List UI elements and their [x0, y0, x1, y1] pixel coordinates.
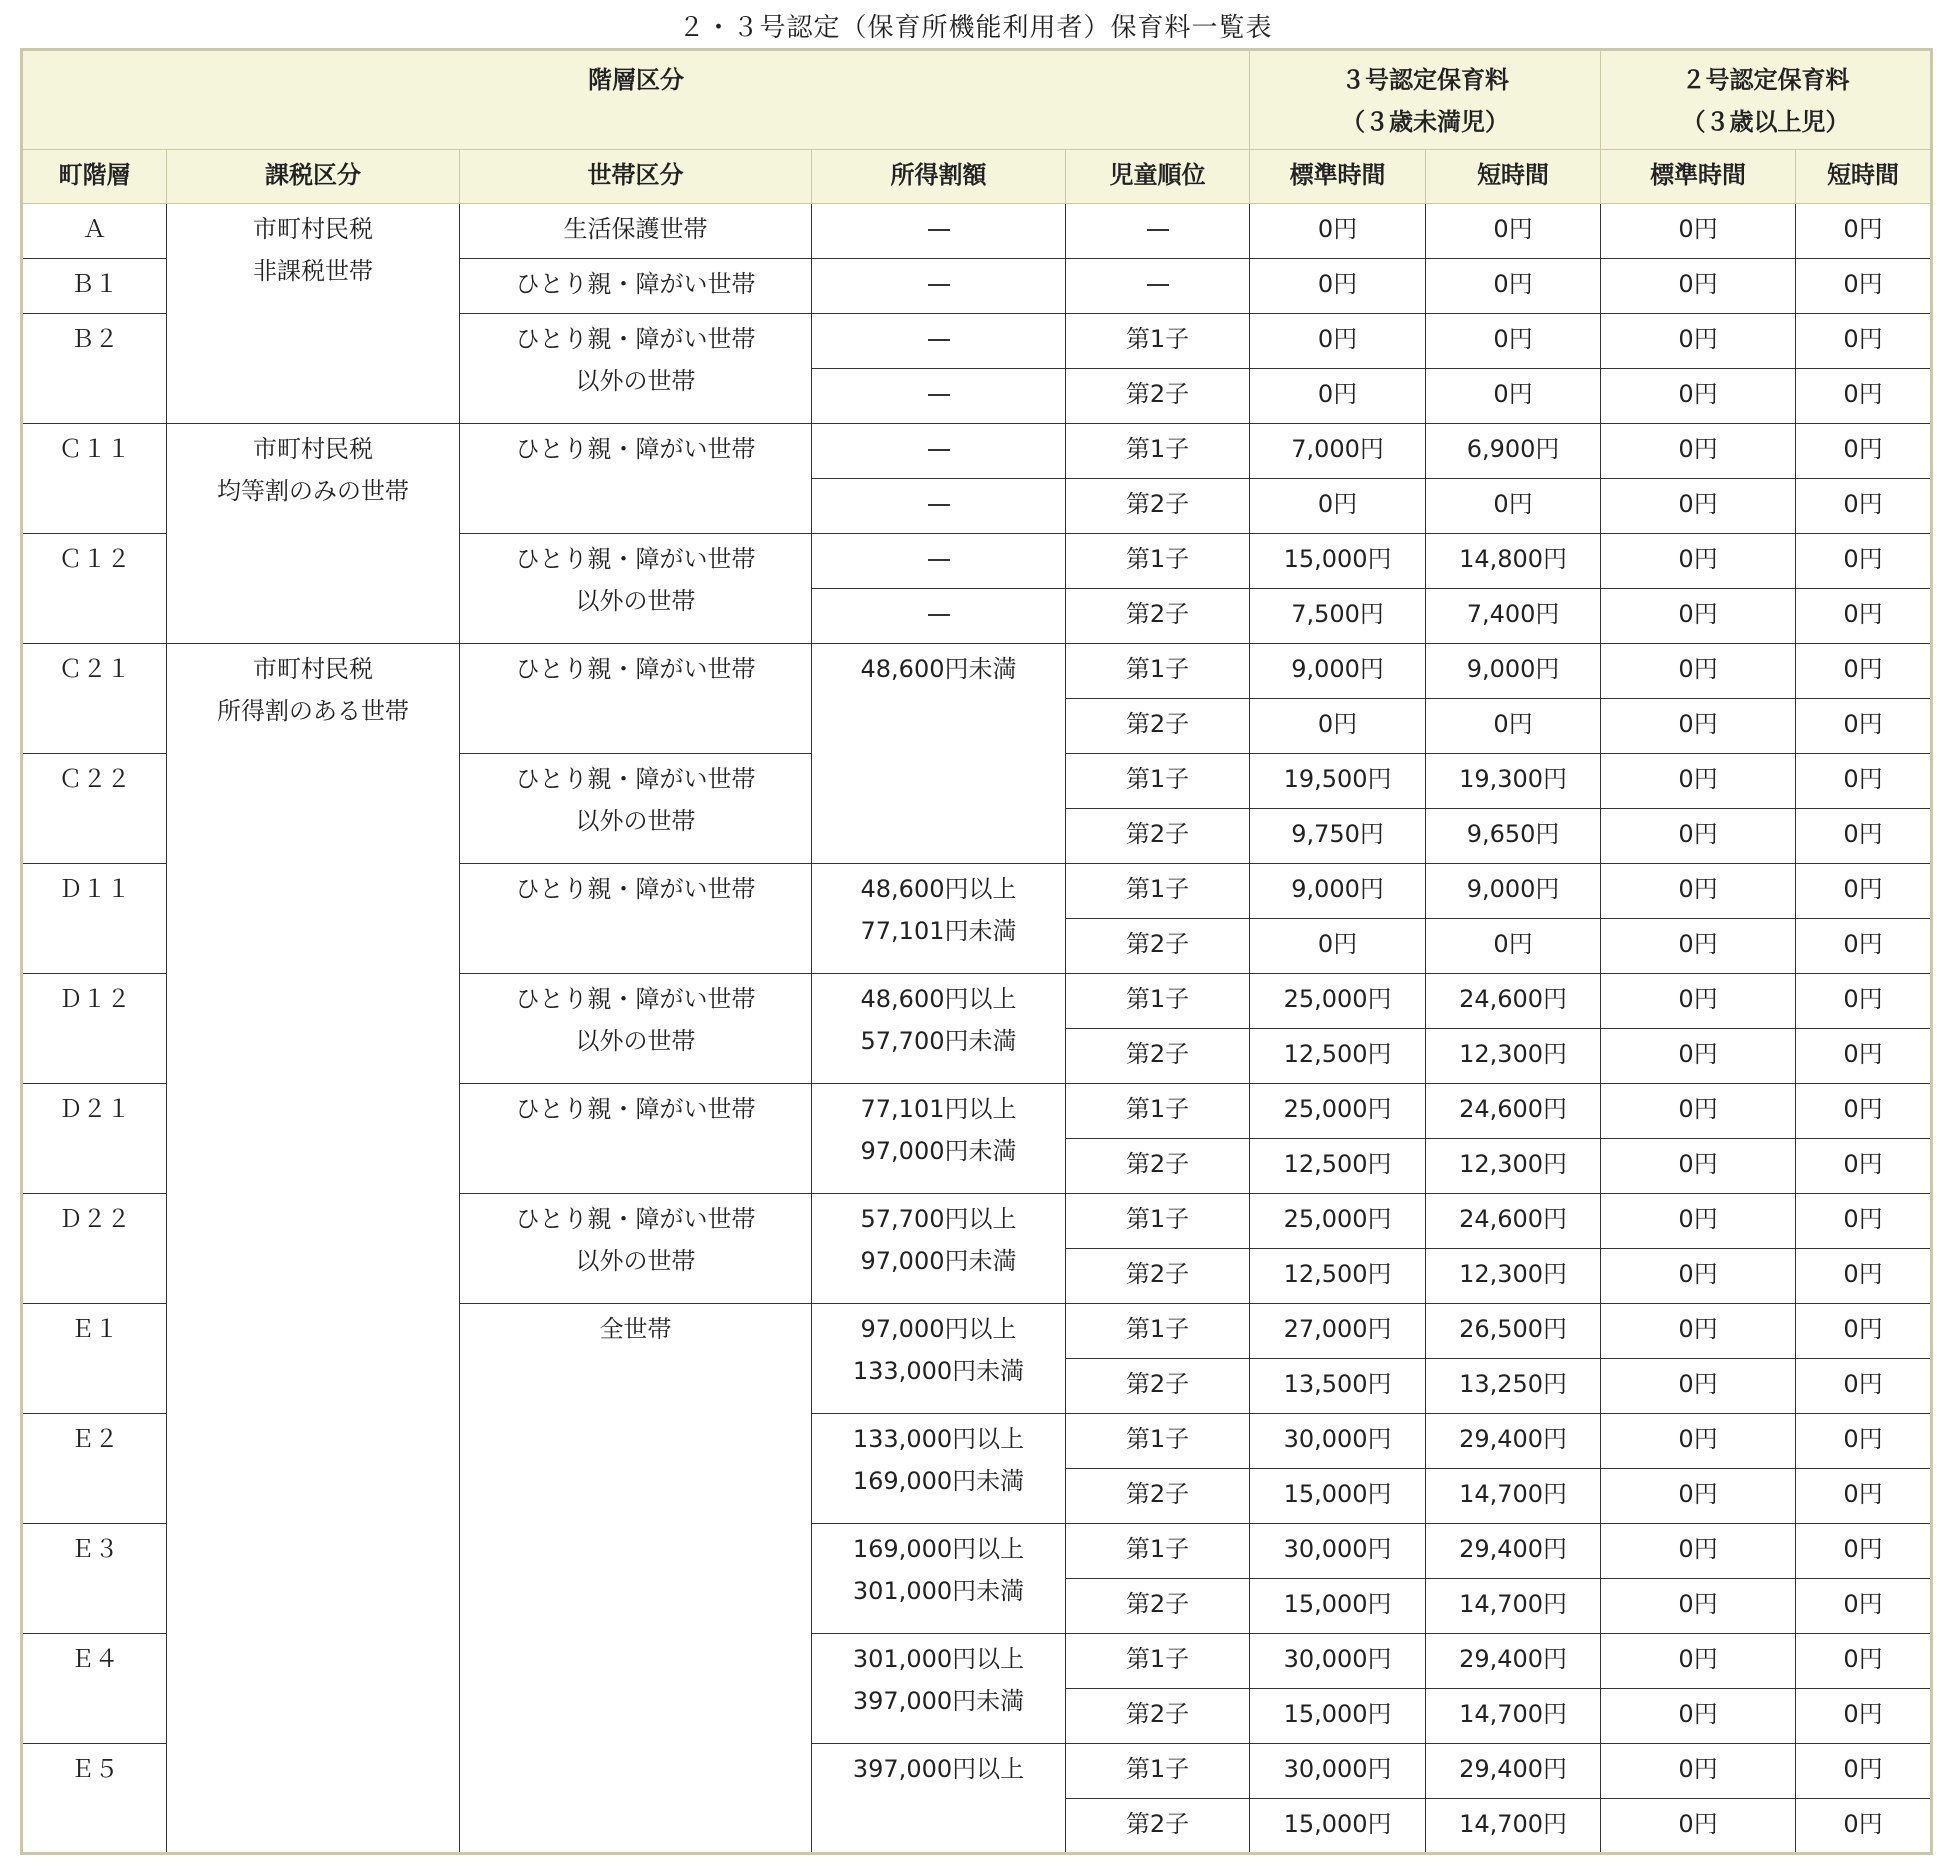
fee-cell: 0円: [1796, 864, 1932, 919]
child-order-cell: 第2子: [1066, 809, 1250, 864]
level-cell: Ｅ４: [22, 1634, 167, 1744]
fee-cell: 0円: [1601, 1194, 1796, 1249]
household-cell: ひとり親・障がい世帯: [460, 864, 812, 974]
header-group-type3: ３号認定保育料 （３歳未満児）: [1250, 50, 1601, 150]
fee-cell: 24,600円: [1426, 974, 1601, 1029]
level-cell: Ｅ５: [22, 1744, 167, 1854]
fee-cell: 0円: [1796, 534, 1932, 589]
fee-cell: 0円: [1601, 1084, 1796, 1139]
fee-cell: 9,000円: [1426, 864, 1601, 919]
fee-cell: 0円: [1250, 204, 1426, 259]
child-order-cell: 第2子: [1066, 1469, 1250, 1524]
income-cell: 133,000円以上 169,000円未満: [812, 1414, 1066, 1524]
fee-cell: 7,400円: [1426, 589, 1601, 644]
fee-table: [20, 48, 1933, 1855]
level-cell: Ｃ１２: [22, 534, 167, 644]
level-cell: Ｅ２: [22, 1414, 167, 1524]
dash-mark: [928, 394, 950, 396]
fee-cell: 0円: [1796, 1799, 1932, 1854]
fee-cell: 25,000円: [1250, 974, 1426, 1029]
fee-cell: 30,000円: [1250, 1634, 1426, 1689]
household-cell: ひとり親・障がい世帯 以外の世帯: [460, 534, 812, 644]
fee-cell: 0円: [1796, 644, 1932, 699]
fee-cell: 12,300円: [1426, 1139, 1601, 1194]
income-cell: 48,600円以上 57,700円未満: [812, 974, 1066, 1084]
col-header-household: 世帯区分: [460, 150, 812, 204]
fee-cell: 0円: [1601, 1029, 1796, 1084]
fee-cell: 0円: [1601, 1469, 1796, 1524]
fee-cell: 12,500円: [1250, 1139, 1426, 1194]
fee-cell: 0円: [1796, 1744, 1932, 1799]
fee-cell: 9,650円: [1426, 809, 1601, 864]
fee-cell: 29,400円: [1426, 1744, 1601, 1799]
fee-cell: 0円: [1601, 1744, 1796, 1799]
income-cell: 48,600円未満: [812, 644, 1066, 864]
level-cell: Ｄ２１: [22, 1084, 167, 1194]
child-order-cell: 第1子: [1066, 1304, 1250, 1359]
income-cell: [812, 369, 1066, 424]
income-cell: [812, 204, 1066, 259]
fee-cell: 0円: [1796, 1579, 1932, 1634]
tax-cell: 市町村民税 所得割のある世帯: [167, 644, 460, 1854]
child-order-cell: 第1子: [1066, 754, 1250, 809]
level-cell: Ｅ１: [22, 1304, 167, 1414]
household-cell: 全世帯: [460, 1304, 812, 1854]
fee-cell: 0円: [1796, 1359, 1932, 1414]
level-cell: Ａ: [22, 204, 167, 259]
income-cell: [812, 314, 1066, 369]
fee-cell: 12,300円: [1426, 1249, 1601, 1304]
fee-cell: 14,700円: [1426, 1469, 1601, 1524]
page-title: ２・３号認定（保育所機能利用者）保育料一覧表: [678, 13, 1273, 43]
dash-mark: [1147, 229, 1169, 231]
fee-cell: 0円: [1796, 754, 1932, 809]
col-header-type3-standard: 標準時間: [1250, 150, 1426, 204]
fee-cell: 0円: [1250, 699, 1426, 754]
household-cell: ひとり親・障がい世帯: [460, 259, 812, 314]
dash-mark: [928, 559, 950, 561]
level-cell: Ｄ１２: [22, 974, 167, 1084]
child-order-cell: 第1子: [1066, 864, 1250, 919]
dash-mark: [928, 449, 950, 451]
fee-cell: 19,300円: [1426, 754, 1601, 809]
household-cell: 生活保護世帯: [460, 204, 812, 259]
fee-cell: 0円: [1601, 864, 1796, 919]
fee-cell: 29,400円: [1426, 1414, 1601, 1469]
fee-cell: 14,700円: [1426, 1799, 1601, 1854]
fee-cell: 0円: [1601, 589, 1796, 644]
fee-cell: 13,250円: [1426, 1359, 1601, 1414]
child-order-cell: 第1子: [1066, 314, 1250, 369]
header-group-label: 階層区分: [22, 50, 1250, 150]
income-cell: [812, 424, 1066, 479]
fee-cell: 0円: [1601, 479, 1796, 534]
level-cell: Ｄ１１: [22, 864, 167, 974]
fee-cell: 0円: [1601, 1634, 1796, 1689]
income-cell: 397,000円以上: [812, 1744, 1066, 1854]
fee-cell: 0円: [1796, 369, 1932, 424]
tax-cell: 市町村民税 非課税世帯: [167, 204, 460, 424]
fee-cell: 0円: [1601, 754, 1796, 809]
fee-cell: 0円: [1601, 1524, 1796, 1579]
fee-cell: 0円: [1250, 479, 1426, 534]
child-order-cell: 第2子: [1066, 1029, 1250, 1084]
col-header-type2-standard: 標準時間: [1601, 150, 1796, 204]
fee-cell: 0円: [1796, 699, 1932, 754]
fee-cell: 0円: [1601, 534, 1796, 589]
child-order-cell: [1066, 204, 1250, 259]
fee-cell: 25,000円: [1250, 1194, 1426, 1249]
fee-cell: 0円: [1796, 589, 1932, 644]
fee-cell: 0円: [1250, 259, 1426, 314]
fee-cell: 0円: [1796, 1524, 1932, 1579]
child-order-cell: 第2子: [1066, 1689, 1250, 1744]
fee-cell: 9,000円: [1426, 644, 1601, 699]
fee-cell: 0円: [1250, 369, 1426, 424]
fee-cell: 7,000円: [1250, 424, 1426, 479]
fee-cell: 0円: [1796, 1304, 1932, 1359]
fee-cell: 0円: [1601, 259, 1796, 314]
fee-cell: 0円: [1601, 1249, 1796, 1304]
fee-cell: 0円: [1796, 1194, 1932, 1249]
fee-cell: 30,000円: [1250, 1414, 1426, 1469]
fee-cell: 15,000円: [1250, 1579, 1426, 1634]
income-cell: [812, 479, 1066, 534]
level-cell: Ｂ１: [22, 259, 167, 314]
col-header-type2-short: 短時間: [1796, 150, 1932, 204]
header-group-type2: ２号認定保育料 （３歳以上児）: [1601, 50, 1932, 150]
child-order-cell: 第1子: [1066, 1414, 1250, 1469]
child-order-cell: 第1子: [1066, 644, 1250, 699]
fee-cell: 14,800円: [1426, 534, 1601, 589]
fee-cell: 29,400円: [1426, 1524, 1601, 1579]
household-cell: ひとり親・障がい世帯 以外の世帯: [460, 1194, 812, 1304]
household-cell: ひとり親・障がい世帯 以外の世帯: [460, 314, 812, 424]
income-cell: [812, 259, 1066, 314]
income-cell: 169,000円以上 301,000円未満: [812, 1524, 1066, 1634]
fee-cell: 0円: [1601, 1579, 1796, 1634]
fee-cell: 0円: [1796, 1414, 1932, 1469]
dash-mark: [1147, 284, 1169, 286]
fee-cell: 0円: [1796, 1029, 1932, 1084]
fee-cell: 26,500円: [1426, 1304, 1601, 1359]
level-cell: Ｄ２２: [22, 1194, 167, 1304]
fee-cell: 15,000円: [1250, 1799, 1426, 1854]
fee-cell: 6,900円: [1426, 424, 1601, 479]
fee-cell: 12,500円: [1250, 1029, 1426, 1084]
fee-cell: 0円: [1796, 1469, 1932, 1524]
household-cell: ひとり親・障がい世帯: [460, 644, 812, 754]
household-cell: ひとり親・障がい世帯: [460, 424, 812, 534]
income-cell: 77,101円以上 97,000円未満: [812, 1084, 1066, 1194]
child-order-cell: 第2子: [1066, 589, 1250, 644]
fee-cell: 0円: [1426, 699, 1601, 754]
table-row: [22, 424, 1932, 479]
fee-cell: 0円: [1426, 369, 1601, 424]
fee-cell: 0円: [1796, 1139, 1932, 1194]
fee-cell: 27,000円: [1250, 1304, 1426, 1359]
col-header-income: 所得割額: [812, 150, 1066, 204]
fee-cell: 24,600円: [1426, 1084, 1601, 1139]
fee-cell: 0円: [1796, 1634, 1932, 1689]
child-order-cell: 第2子: [1066, 1579, 1250, 1634]
col-header-tax: 課税区分: [167, 150, 460, 204]
fee-cell: 0円: [1601, 424, 1796, 479]
fee-cell: 29,400円: [1426, 1634, 1601, 1689]
fee-cell: 0円: [1601, 1799, 1796, 1854]
fee-cell: 12,300円: [1426, 1029, 1601, 1084]
fee-cell: 0円: [1426, 204, 1601, 259]
child-order-cell: 第1子: [1066, 1084, 1250, 1139]
dash-mark: [928, 284, 950, 286]
fee-cell: 0円: [1426, 314, 1601, 369]
fee-cell: 0円: [1601, 919, 1796, 974]
fee-cell: 14,700円: [1426, 1689, 1601, 1744]
fee-cell: 0円: [1796, 204, 1932, 259]
household-cell: ひとり親・障がい世帯 以外の世帯: [460, 974, 812, 1084]
fee-cell: 9,000円: [1250, 864, 1426, 919]
fee-cell: 15,000円: [1250, 1689, 1426, 1744]
fee-cell: 0円: [1426, 479, 1601, 534]
fee-cell: 0円: [1601, 314, 1796, 369]
dash-mark: [928, 339, 950, 341]
fee-cell: 0円: [1796, 1249, 1932, 1304]
fee-cell: 0円: [1601, 809, 1796, 864]
level-cell: Ｂ２: [22, 314, 167, 424]
child-order-cell: 第1子: [1066, 424, 1250, 479]
fee-cell: 9,000円: [1250, 644, 1426, 699]
fee-cell: 15,000円: [1250, 1469, 1426, 1524]
fee-cell: 0円: [1601, 204, 1796, 259]
level-cell: Ｅ３: [22, 1524, 167, 1634]
child-order-cell: 第2子: [1066, 479, 1250, 534]
level-cell: Ｃ１１: [22, 424, 167, 534]
fee-cell: 0円: [1601, 1689, 1796, 1744]
income-cell: [812, 589, 1066, 644]
fee-cell: 24,600円: [1426, 1194, 1601, 1249]
col-header-level: 町階層: [22, 150, 167, 204]
fee-cell: 0円: [1601, 369, 1796, 424]
fee-cell: 0円: [1601, 699, 1796, 754]
child-order-cell: 第2子: [1066, 1249, 1250, 1304]
child-order-cell: 第1子: [1066, 1524, 1250, 1579]
household-cell: ひとり親・障がい世帯: [460, 1084, 812, 1194]
fee-cell: 30,000円: [1250, 1524, 1426, 1579]
fee-cell: 0円: [1601, 974, 1796, 1029]
fee-cell: 0円: [1601, 1414, 1796, 1469]
child-order-cell: 第2子: [1066, 1359, 1250, 1414]
fee-cell: 0円: [1796, 974, 1932, 1029]
fee-cell: 0円: [1601, 644, 1796, 699]
fee-cell: 19,500円: [1250, 754, 1426, 809]
fee-cell: 0円: [1426, 259, 1601, 314]
tax-cell: 市町村民税 均等割のみの世帯: [167, 424, 460, 644]
fee-cell: 30,000円: [1250, 1744, 1426, 1799]
fee-cell: 25,000円: [1250, 1084, 1426, 1139]
fee-cell: 0円: [1796, 1084, 1932, 1139]
child-order-cell: 第1子: [1066, 1744, 1250, 1799]
dash-mark: [928, 504, 950, 506]
fee-cell: 0円: [1426, 919, 1601, 974]
fee-cell: 0円: [1796, 259, 1932, 314]
level-cell: Ｃ２１: [22, 644, 167, 754]
fee-cell: 0円: [1796, 314, 1932, 369]
fee-cell: 0円: [1601, 1359, 1796, 1414]
child-order-cell: 第2子: [1066, 1799, 1250, 1854]
income-cell: [812, 534, 1066, 589]
fee-cell: 0円: [1796, 809, 1932, 864]
level-cell: Ｃ２２: [22, 754, 167, 864]
fee-cell: 0円: [1796, 919, 1932, 974]
fee-cell: 15,000円: [1250, 534, 1426, 589]
child-order-cell: 第2子: [1066, 699, 1250, 754]
fee-cell: 9,750円: [1250, 809, 1426, 864]
child-order-cell: 第1子: [1066, 974, 1250, 1029]
fee-cell: 14,700円: [1426, 1579, 1601, 1634]
fee-cell: 12,500円: [1250, 1249, 1426, 1304]
child-order-cell: 第2子: [1066, 919, 1250, 974]
child-order-cell: 第1子: [1066, 1194, 1250, 1249]
child-order-cell: 第2子: [1066, 369, 1250, 424]
table-row: [22, 644, 1932, 699]
dash-mark: [928, 614, 950, 616]
child-order-cell: [1066, 259, 1250, 314]
fee-cell: 13,500円: [1250, 1359, 1426, 1414]
child-order-cell: 第1子: [1066, 1634, 1250, 1689]
table-row: [22, 204, 1932, 259]
household-cell: ひとり親・障がい世帯 以外の世帯: [460, 754, 812, 864]
fee-cell: 0円: [1796, 1689, 1932, 1744]
fee-cell: 0円: [1601, 1139, 1796, 1194]
fee-cell: 0円: [1796, 479, 1932, 534]
fee-cell: 0円: [1250, 314, 1426, 369]
col-header-type3-short: 短時間: [1426, 150, 1601, 204]
fee-cell: 0円: [1601, 1304, 1796, 1359]
fee-cell: 0円: [1796, 424, 1932, 479]
income-cell: 57,700円以上 97,000円未満: [812, 1194, 1066, 1304]
child-order-cell: 第1子: [1066, 534, 1250, 589]
fee-cell: 7,500円: [1250, 589, 1426, 644]
income-cell: 301,000円以上 397,000円未満: [812, 1634, 1066, 1744]
dash-mark: [928, 229, 950, 231]
income-cell: 48,600円以上 77,101円未満: [812, 864, 1066, 974]
income-cell: 97,000円以上 133,000円未満: [812, 1304, 1066, 1414]
fee-cell: 0円: [1250, 919, 1426, 974]
col-header-child-order: 児童順位: [1066, 150, 1250, 204]
child-order-cell: 第2子: [1066, 1139, 1250, 1194]
